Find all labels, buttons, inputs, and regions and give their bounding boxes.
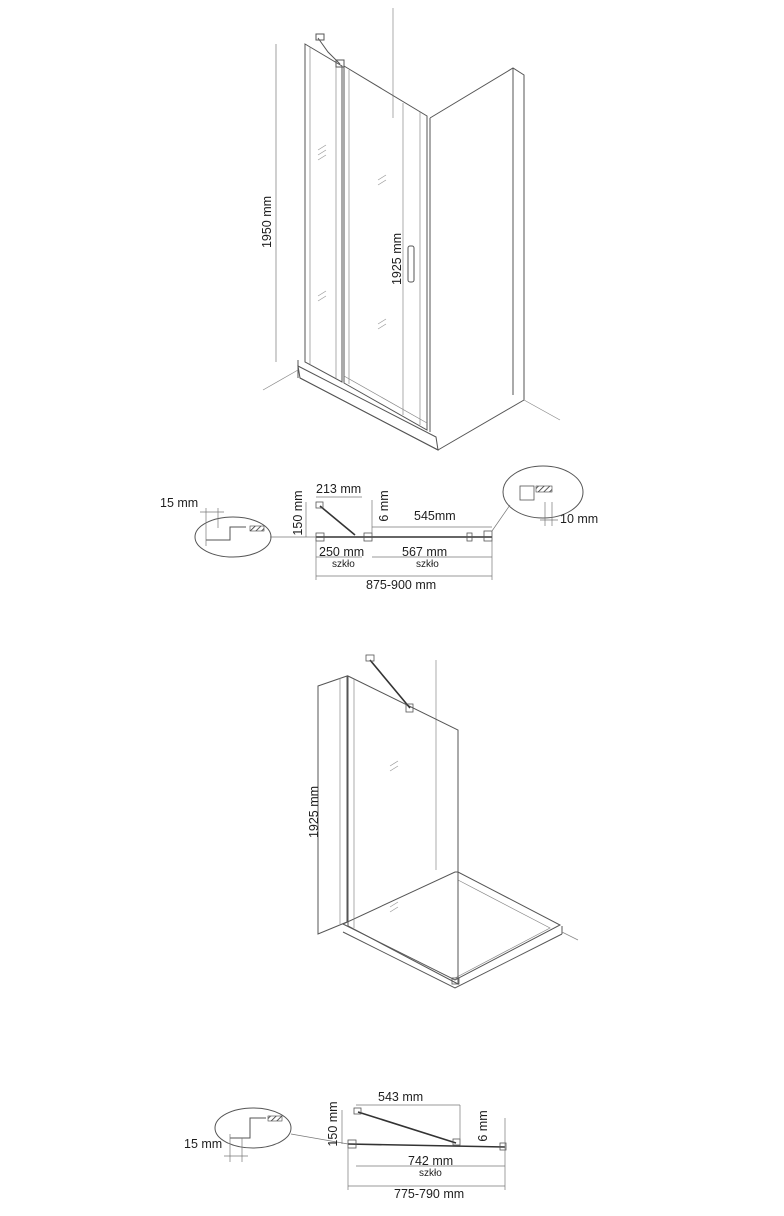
detail2-hatch	[268, 1116, 282, 1121]
glass-reflection-marks	[318, 145, 386, 329]
plan2-stabilizer-bar	[358, 1112, 456, 1143]
door-glass-caption: szkło	[416, 559, 439, 570]
glass-thickness-label: 6 mm	[377, 490, 391, 522]
plan-view-door-enclosure	[195, 466, 583, 580]
detail-left-profile	[206, 527, 246, 540]
floor-line-right	[524, 400, 560, 420]
total-width-label: 875-900 mm	[366, 578, 437, 592]
height-glass-label-2: 1925 mm	[307, 785, 321, 839]
bracket-depth-label: 150 mm	[291, 490, 305, 536]
floor-line-left	[263, 370, 298, 390]
height-glass-label: 1925 mm	[390, 232, 404, 286]
detail2-profile	[230, 1118, 266, 1138]
bracket-length-label: 213 mm	[316, 482, 362, 496]
glass-reflection-marks-2	[390, 761, 398, 912]
detail-right-hatch	[536, 486, 552, 492]
detail-right-profile	[520, 486, 534, 500]
bracket-wall-mount	[316, 34, 324, 40]
plan2-glass-caption: szkło	[419, 1168, 442, 1179]
plan2-bracket-length-label: 543 mm	[378, 1090, 424, 1104]
wall-gap-right-label: 10 mm	[560, 512, 599, 526]
door-glass-width-label: 567 mm	[402, 545, 448, 559]
walk-in-stabilizer-bar	[370, 660, 410, 708]
detail-leader-right	[492, 505, 510, 531]
height-total-label: 1950 mm	[260, 195, 274, 249]
door-glass-panel	[344, 66, 427, 430]
fixed-glass-panel	[305, 44, 342, 382]
door-width-label: 545mm	[414, 509, 456, 523]
plan-stabilizer-bar	[320, 506, 355, 535]
plan-view-walk-in	[215, 1105, 506, 1190]
detail2-bubble	[215, 1108, 291, 1148]
iso-view-door-enclosure	[263, 8, 560, 450]
floor-line-2	[562, 932, 578, 940]
plan2-total-width-label: 775-790 mm	[394, 1187, 465, 1201]
plan2-glass-thickness-label: 6 mm	[476, 1110, 490, 1142]
shower-tray-edge	[300, 378, 438, 450]
iso-view-walk-in-panel	[318, 655, 578, 988]
shower-tray-2	[343, 872, 560, 980]
fixed-glass-caption: szkło	[332, 559, 355, 570]
plan2-glass-width-label: 742 mm	[408, 1154, 454, 1168]
walk-in-glass-panel	[348, 676, 458, 984]
door-bottom-seal	[344, 376, 427, 423]
side-wall	[318, 676, 347, 934]
shower-tray-front	[298, 366, 438, 450]
right-wall	[430, 68, 524, 450]
plan2-bracket-depth-label: 150 mm	[326, 1101, 340, 1147]
detail-left-hatch	[250, 526, 264, 531]
plan-right-profile	[484, 531, 492, 541]
fixed-glass-width-label: 250 mm	[319, 545, 365, 559]
plan2-wall-gap-label: 15 mm	[184, 1137, 223, 1151]
plan2-glass-line	[348, 1144, 505, 1147]
wall-gap-left-label: 15 mm	[160, 496, 199, 510]
door-handle	[408, 246, 414, 282]
detail-bubble-left	[195, 517, 271, 557]
